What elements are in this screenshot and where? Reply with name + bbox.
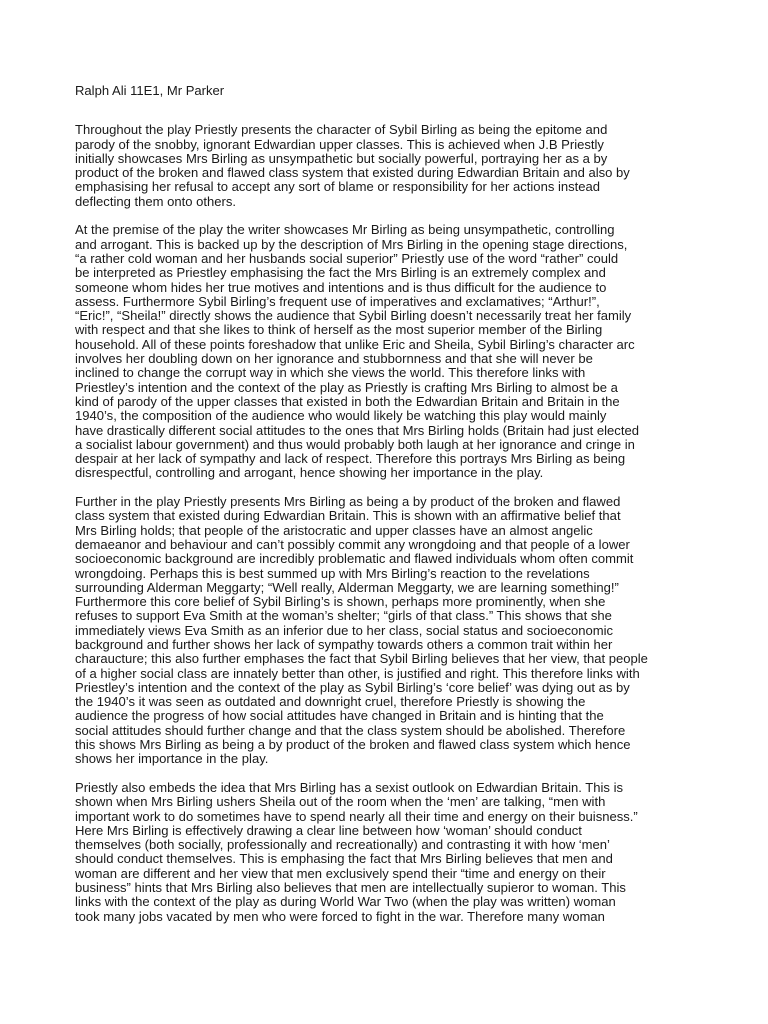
paragraph-line: socioeconomic background are incredibly problematic and flawed individuals whom often commit [75,551,634,567]
paragraph-line: a socialist labour government) and thus would probably both laugh at her ignorance and cringe in [75,436,635,452]
paragraph-line: of a higher social class are innately better than other, is justified and right. This therefore links with [75,665,640,681]
paragraph-line: business” hints that Mrs Birling also believes that men are intellectually supieror to woman. This [75,880,626,896]
paragraph-line: background and further shows her lack of sympathy towards others a common trait within her [75,636,613,652]
paragraph-line: despair at her lack of sympathy and lack of respect. Therefore this portrays Mrs Birling as being [75,451,626,467]
essay-body [75,84,693,938]
paragraph-line: with respect and that she likes to think of herself as the most superior member of the Birling [75,322,603,338]
paragraph-line: product of the broken and flawed class system that existed during Edwardian Britain and also by [75,165,630,181]
paragraph-line: someone whom hides her true motives and intentions and is thus difficult for the audience to [75,279,607,295]
paragraph-line: Priestly also embeds the idea that Mrs Birling has a sexist outlook on Edwardian Britain. This is [75,779,623,795]
paragraph-line: class system that existed during Edwardian Britain. This is shown with an affirmative belief that [75,508,621,524]
paragraph-line: shown when Mrs Birling ushers Sheila out of the room when the ‘men’ are talking, “men with [75,794,606,810]
paragraph-line: household. All of these points foreshadow that unlike Eric and Sheila, Sybil Birling’s character arc [75,336,635,352]
paragraph-line: 1940’s, the composition of the audience who would likely be watching this play would mainly [75,408,607,424]
paragraph-line: this shows Mrs Birling as being a by product of the broken and flawed class system which hence [75,737,631,753]
paragraph-line: parody of the snobby, ignorant Edwardian upper classes. This is achieved when J.B Priestly [75,136,604,152]
paragraph-line: emphasising her refusal to accept any sort of blame or responsibility for her actions instead [75,179,601,195]
paragraph-line: should conduct themselves. This is emphasing the fact that Mrs Birling believes that men and [75,851,613,867]
paragraph-line: links with the context of the play as during World War Two (when the play was written) woman [75,894,616,910]
paragraph-line: wrongdoing. Perhaps this is best summed up with Mrs Birling’s reaction to the revelations [75,565,590,581]
paragraph-line: At the premise of the play the writer showcases Mr Birling as being unsympathetic, controlling [75,222,615,238]
paragraph-line: kind of parody of the upper classes that existed in both the Edwardian Britain and Britain in the [75,393,620,409]
paragraph-line: “Eric!”, “Sheila!” directly shows the audience that Sybil Birling doesn’t necessarily treat her family [75,308,632,324]
paragraph-line: deflecting them onto others. [75,193,237,209]
paragraph-sexist-outlook [75,781,693,924]
paragraph-line: and arrogant. This is backed up by the description of Mrs Birling in the opening stage directions, [75,236,628,252]
paragraph-line: the 1940’s it was seen as outdated and downright cruel, therefore Priestly is showing the [75,694,586,710]
author-line: Ralph Ali 11E1, Mr Parker [75,83,225,98]
paragraph-line: disrespectful, controlling and arrogant, hence showing her importance in the play. [75,465,544,481]
paragraph-premise [75,223,693,480]
paragraph-line: immediately views Eva Smith as an inferior due to her class, social status and socioeconomic [75,622,614,638]
paragraph-line: Throughout the play Priestly presents the character of Sybil Birling as being the epitome and [75,122,608,138]
paragraph-class-system [75,495,693,767]
paragraph-line: be interpreted as Priestley emphasising the fact the Mrs Birling is an extremely complex and [75,265,606,281]
paragraph-line: inclined to change the corrupt way in which she views the world. This therefore links with [75,365,586,381]
paragraph-line: have drastically different social attitudes to the ones that Mrs Birling holds (Britain had just elected [75,422,639,438]
paragraph-line: Here Mrs Birling is effectively drawing a clear line between how ‘woman’ should conduct [75,822,582,838]
paragraph-intro [75,123,693,209]
paragraph-line: social attitudes should further change and that the class system should be abolished. Therefore [75,722,626,738]
paragraph-line: “a rather cold woman and her husbands social superior” Priestly use of the word “rather” could [75,250,619,266]
paragraph-line: refuses to support Eva Smith at the woman’s shelter; “girls of that class.” This shows that she [75,608,612,624]
paragraph-line: surrounding Alderman Meggarty; “Well really, Alderman Meggarty, we are learning something!” [75,579,619,595]
paragraph-line: shows her importance in the play. [75,751,269,767]
paragraph-line: assess. Furthermore Sybil Birling’s frequent use of imperatives and exclamatives; “Arthur!”, [75,293,600,309]
paragraph-line: Further in the play Priestly presents Mrs Birling as being a by product of the broken and flawed [75,494,621,510]
paragraph-line: Furthermore this core belief of Sybil Birling’s is shown, perhaps more prominently, when she [75,594,606,610]
paragraph-line: involves her doubling down on her ignorance and stubbornness and that she will never be [75,351,593,367]
paragraph-line: initially showcases Mrs Birling as unsympathetic but socially powerful, portraying her as a by [75,150,608,166]
paragraph-line: Priestley’s intention and the context of the play as Priestly is crafting Mrs Birling to almost be a [75,379,618,395]
paragraph-line: demaeanor and behaviour and can’t possibly commit any wrongdoing and that people of a lower [75,536,630,552]
paragraph-line: Mrs Birling holds; that people of the aristocratic and upper classes have an almost angelic [75,522,593,538]
paragraph-line: themselves (both socially, professionally and recreationally) and contrasting it with how ‘men’ [75,837,610,853]
paragraph-line: woman are different and her view that men exclusively spend their “time and energy on their [75,865,606,881]
paragraph-line: Priestley’s intention and the context of the play as Sybil Birling’s ‘core belief’ was dying out as by [75,679,630,695]
paragraph-line: important work to do sometimes have to spend nearly all their time and energy on their buisness.” [75,808,638,824]
paragraph-line: took many jobs vacated by men who were forced to fight in the war. Therefore many woman [75,908,605,924]
paragraph-line: audience the progress of how social attitudes have changed in Britain and is hinting that the [75,708,604,724]
paragraph-line: charaucture; this also further emphases the fact that Sybil Birling believes that her view, that people [75,651,648,667]
